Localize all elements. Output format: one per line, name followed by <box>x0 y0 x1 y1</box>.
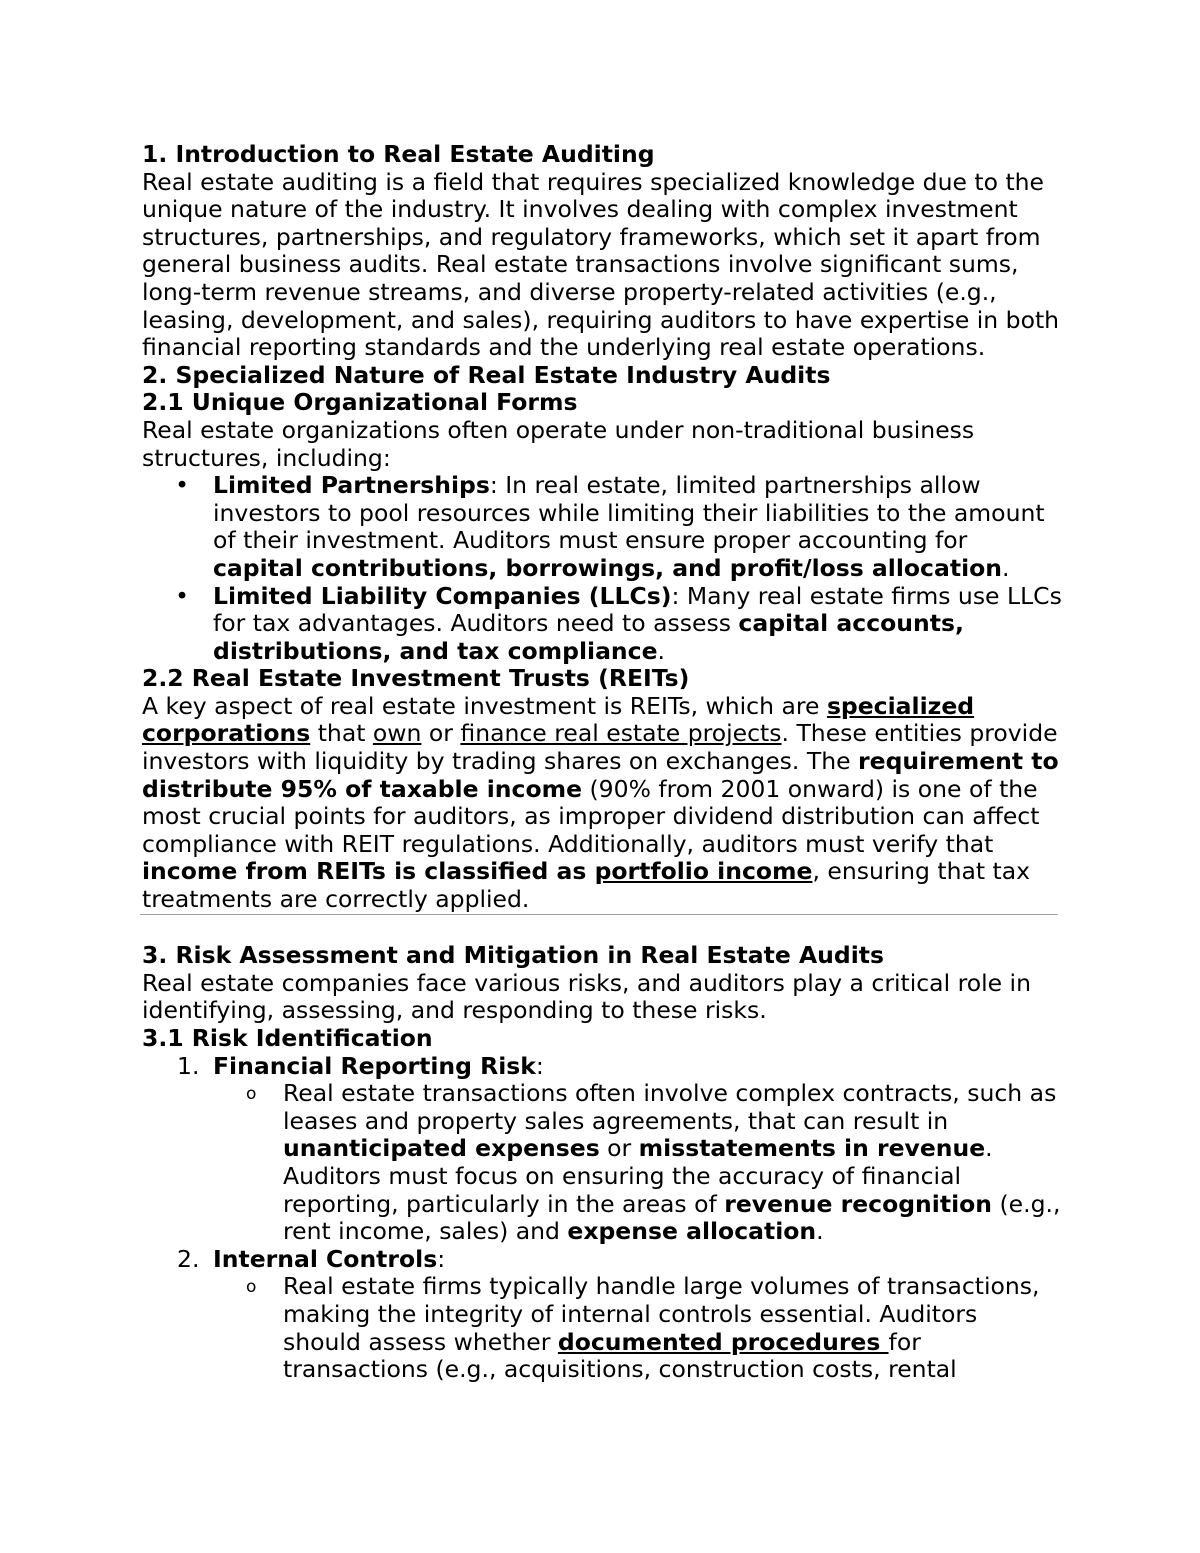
bold-phrase: capital contributions, borrowings, and profit/loss allocation <box>213 553 1002 582</box>
punctuation: . <box>1002 553 1010 582</box>
section-2-2-paragraph <box>142 693 1062 914</box>
section-2-heading: 2. Specialized Nature of Real Estate Industry Audits <box>142 360 831 389</box>
bold-underlined-phrase: specialized corporations <box>142 691 975 748</box>
circle-bullet-icon: o <box>246 1277 257 1298</box>
section-3-paragraph: Real estate companies face various risks, and auditors play a critical role in identifying, assessing, and responding to these risks. <box>142 968 1031 1025</box>
underlined-phrase: finance real estate projects <box>460 719 782 748</box>
sub-item-1 <box>142 1080 1062 1246</box>
term-llcs: Limited Liability Companies (LLCs) <box>213 581 672 610</box>
section-1-paragraph: Real estate auditing is a field that requires specialized knowledge due to the unique nature of the industry. It involves dealing with complex investment structures, partnerships, and regulatory frameworks, which set it apart from general business audits. Real estate transactions involve significant sums, long-term revenue streams, and diverse property-related activities (e.g., leasing, development, and sales), requiring auditors to have expertise in both financial reporting standards and the underlying real estate operations. <box>142 167 1060 362</box>
text-run: Real estate transactions often involve complex contracts, such as leases and property sales agreements, that can result in <box>283 1079 1057 1135</box>
text-run: , ensuring that tax treatments are correctly applied. <box>142 857 1031 914</box>
circle-bullet-icon: o <box>246 1084 257 1105</box>
section-3-heading: 3. Risk Assessment and Mitigation in Real Estate Audits <box>142 941 884 970</box>
text-run: A key aspect of real estate investment is REITs, which are <box>142 691 827 720</box>
item-number: 2. <box>177 1244 200 1273</box>
colon: : <box>437 1244 446 1273</box>
bullet-icon: • <box>175 581 189 610</box>
bold-phrase: misstatements in revenue <box>638 1134 986 1163</box>
term-limited-partnerships: Limited Partnerships <box>213 471 490 500</box>
colon: : <box>535 1051 544 1080</box>
bullet-text: : Many real estate firms use LLCs for tax advantages. Auditors need to assess <box>213 581 1062 638</box>
text-run: . These entities provide investors with liquidity by trading shares on exchanges. The <box>142 719 1058 776</box>
sub-item-2 <box>142 1273 1062 1383</box>
bold-phrase: unanticipated expenses <box>283 1134 600 1163</box>
bullet-limited-partnerships <box>142 472 1062 582</box>
text-run: (90% from 2001 onward) is one of the most crucial points for auditors, as improper dividend distribution can affect compliance with REIT regulations. Additionally, auditors must verify that <box>142 774 1040 858</box>
item-number: 1. <box>177 1051 200 1080</box>
bold-phrase: income from REITs is classified as <box>142 857 595 886</box>
bold-underlined-phrase: portfolio income <box>594 857 813 886</box>
document-page <box>142 141 1062 1384</box>
numbered-item-2 <box>142 1246 1062 1274</box>
section-1-heading: 1. Introduction to Real Estate Auditing <box>142 140 655 168</box>
text-run: for transactions (e.g., acquisitions, construction costs, rental <box>283 1327 957 1384</box>
section-2-1-heading: 2.1 Unique Organizational Forms <box>142 388 578 417</box>
underlined-word: own <box>372 719 422 748</box>
bold-phrase: expense allocation <box>567 1217 817 1246</box>
numbered-item-1 <box>142 1053 1062 1081</box>
text-run: or <box>599 1134 639 1163</box>
bold-phrase: capital accounts, distributions, and tax compliance <box>213 609 964 665</box>
section-2-1-intro: Real estate organizations often operate under non-traditional business structures, including: <box>142 415 975 472</box>
punctuation: . <box>657 636 666 665</box>
bold-underlined-phrase: documented procedures <box>557 1327 889 1356</box>
text-run: or <box>421 719 461 748</box>
text-run: Real estate firms typically handle large volumes of transactions, making the integrity of internal controls essential. Auditors should assess whether <box>283 1272 1040 1356</box>
blank-line <box>142 915 1062 943</box>
term-internal-controls: Internal Controls <box>213 1244 438 1273</box>
bold-phrase: requirement to distribute 95% of taxable income <box>142 747 1059 803</box>
bullet-llcs <box>142 583 1062 666</box>
text-run: (e.g., rent income, sales) and <box>283 1189 1061 1246</box>
term-financial-reporting-risk: Financial Reporting Risk <box>213 1051 536 1080</box>
text-run: . Auditors must focus on ensuring the accuracy of financial reporting, particularly in the areas of <box>283 1134 993 1218</box>
bullet-icon: • <box>175 471 189 500</box>
bullet-text: : In real estate, limited partnerships allow investors to pool resources while limiting their liabilities to the amount of their investment. Auditors must ensure proper accounting for <box>213 471 1045 555</box>
section-3-1-heading: 3.1 Risk Identification <box>142 1024 433 1052</box>
bold-phrase: revenue recognition <box>724 1189 993 1218</box>
text-run: that <box>310 719 373 748</box>
text-run: . <box>816 1217 824 1246</box>
section-2-2-heading: 2.2 Real Estate Investment Trusts (REITs) <box>142 664 690 693</box>
